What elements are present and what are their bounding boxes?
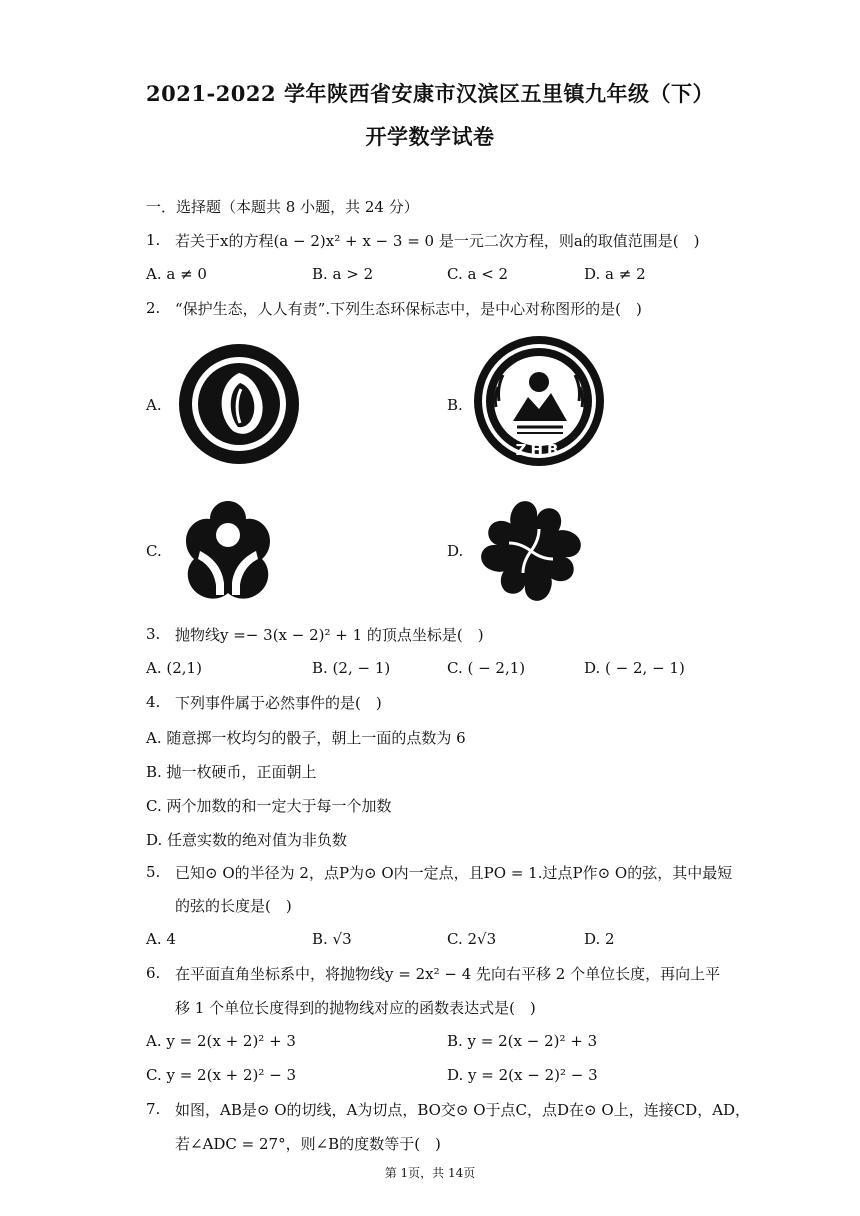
question-number: 5.: [146, 863, 161, 881]
option-c: C. y = 2(x + 2)² − 3: [146, 1066, 297, 1084]
question-number: 2.: [146, 299, 161, 317]
option-b-label: B.: [447, 396, 463, 414]
question-text-line2: 若∠ADC = 27°，则∠B的度数等于( ): [175, 1135, 441, 1153]
option-a-label: A.: [146, 396, 162, 414]
question-text-line1: 在平面直角坐标系中，将抛物线y = 2x² − 4 先向右平移 2 个单位长度，再向上平: [175, 965, 721, 983]
option-c: C. 两个加数的和一定大于每一个加数: [146, 797, 392, 815]
question-text-line2: 的弦的长度是( ): [175, 897, 292, 915]
exam-title-line1: 2021-2022 学年陕西省安康市汉滨区五里镇九年级（下）: [146, 81, 714, 106]
option-c: C. 2√3: [447, 930, 497, 948]
option-d: D. ( − 2, − 1): [584, 659, 685, 677]
option-d: D. 任意实数的绝对值为非负数: [146, 831, 348, 849]
eco-logo-b-icon: [473, 335, 605, 467]
question-number: 7.: [146, 1100, 161, 1118]
eco-logo-a-icon: [178, 343, 300, 465]
question-number: 1.: [146, 231, 161, 249]
question-number: 3.: [146, 625, 161, 643]
option-b: B. a > 2: [312, 265, 374, 283]
option-b: B. √3: [312, 930, 352, 948]
option-a: A. 4: [146, 930, 176, 948]
question-text: 下列事件属于必然事件的是( ): [175, 694, 382, 712]
option-c-label: C.: [146, 542, 162, 560]
question-number: 6.: [146, 964, 161, 982]
option-d: D. y = 2(x − 2)² − 3: [447, 1066, 598, 1084]
option-a: A. 随意掷一枚均匀的骰子，朝上一面的点数为 6: [146, 729, 466, 747]
question-text-line1: 如图，AB是⊙ O的切线，A为切点，BO交⊙ O于点C，点D在⊙ O上，连接CD，AD，: [175, 1101, 751, 1119]
option-d: D. 2: [584, 930, 615, 948]
section-heading: 一．选择题（本题共 8 小题，共 24 分）: [146, 198, 419, 216]
logo-b-letters: ZHB: [515, 441, 563, 459]
eco-logo-c-icon: [172, 495, 284, 607]
question-text-line2: 移 1 个单位长度得到的抛物线对应的函数表达式是( ): [175, 999, 536, 1017]
option-b: B. (2, − 1): [312, 659, 391, 677]
option-d: D. a ≠ 2: [584, 265, 646, 283]
exam-title-line2: 开学数学试卷: [365, 124, 495, 149]
option-c: C. ( − 2,1): [447, 659, 526, 677]
page-footer: 第 1页，共 14页: [384, 1166, 476, 1180]
question-text-line1: 已知⊙ O的半径为 2，点P为⊙ O内一定点，且PO = 1.过点P作⊙ O的弦，其中最短: [175, 864, 733, 882]
question-text: 若关于x的方程(a − 2)x² + x − 3 = 0 是一元二次方程，则a的取值范围是( ): [175, 232, 700, 250]
option-a: A. (2,1): [146, 659, 202, 677]
option-c: C. a < 2: [447, 265, 509, 283]
option-b: B. 抛一枚硬币，正面朝上: [146, 763, 317, 781]
eco-logo-d-icon: [475, 495, 587, 607]
option-a: A. a ≠ 0: [146, 265, 207, 283]
option-d-label: D.: [447, 542, 464, 560]
option-a: A. y = 2(x + 2)² + 3: [146, 1032, 296, 1050]
question-text: “保护生态，人人有责”.下列生态环保标志中，是中心对称图形的是( ): [175, 300, 642, 318]
option-b: B. y = 2(x − 2)² + 3: [447, 1032, 598, 1050]
question-text: 抛物线y =− 3(x − 2)² + 1 的顶点坐标是( ): [175, 626, 484, 644]
question-number: 4.: [146, 693, 161, 711]
